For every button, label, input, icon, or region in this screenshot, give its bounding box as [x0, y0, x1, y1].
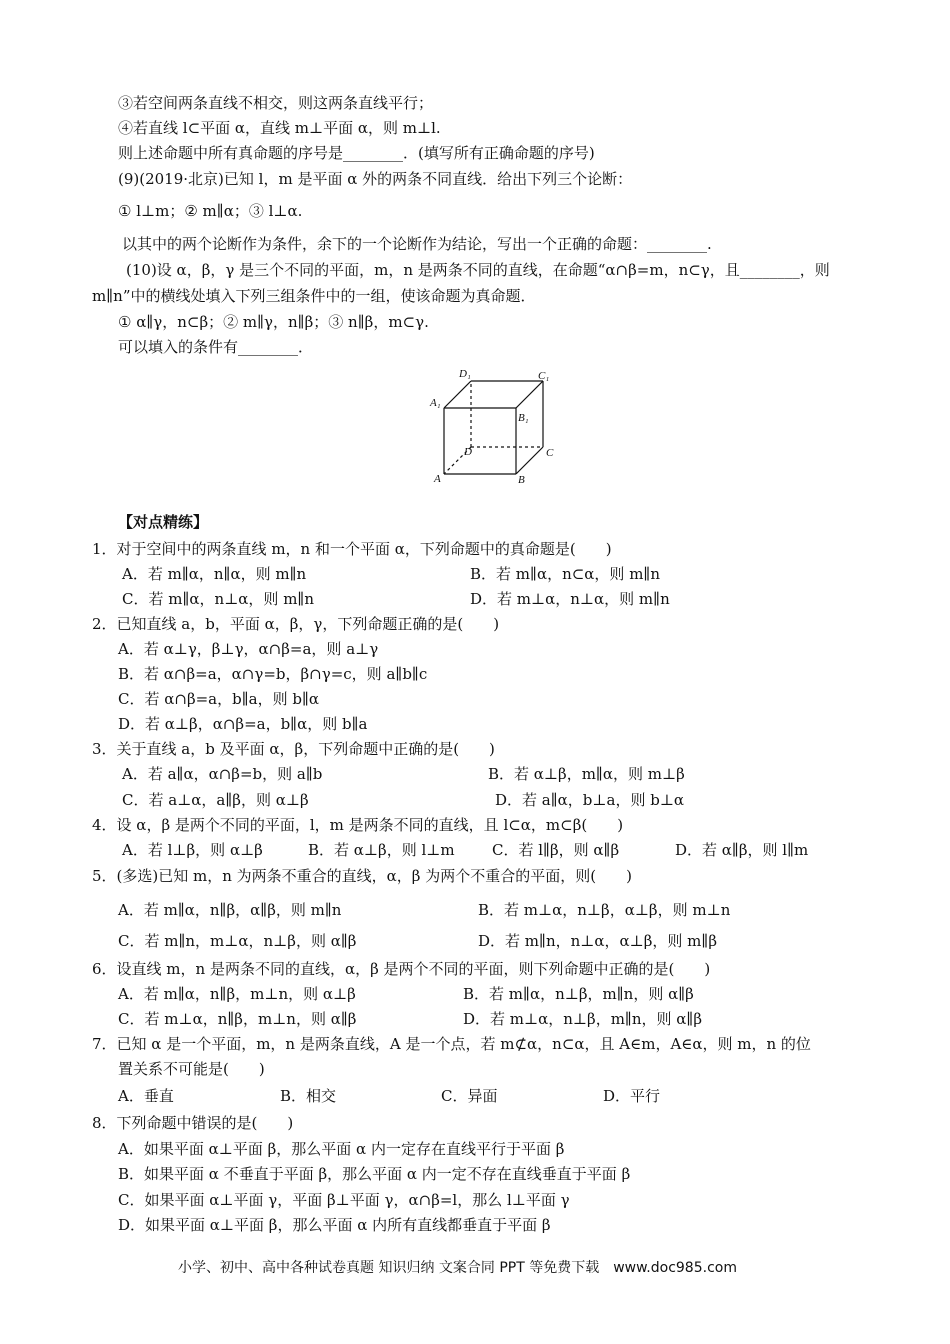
label-d1: D₁ — [459, 368, 471, 380]
q6-option-b: B．若 m∥α，n⊥β，m∥n，则 α∥β — [463, 985, 694, 1003]
q7-stem-line2: 置关系不可能是( ) — [118, 1060, 265, 1078]
question-10-stem-line1: (10)设 α，β，γ 是三个不同的平面，m，n 是两条不同的直线，在命题“α∩β=m，n⊂γ，且________，则 — [126, 261, 830, 279]
q8-option-b: B．如果平面 α 不垂直于平面 β，那么平面 α 内一定不存在直线垂直于平面 β — [118, 1165, 631, 1183]
q1-option-d: D．若 m⊥α，n⊥α，则 m∥n — [470, 590, 670, 608]
q1-stem: 1．对于空间中的两条直线 m，n 和一个平面 α，下列命题中的真命题是( ) — [92, 540, 612, 558]
q2-option-c: C．若 α∩β=a，b∥a，则 b∥α — [118, 690, 320, 708]
q1-option-c: C．若 m∥α，n⊥α，则 m∥n — [122, 590, 315, 608]
q2-option-b: B．若 α∩β=a，α∩γ=b，β∩γ=c，则 a∥b∥c — [118, 665, 428, 683]
q6-option-a: A．若 m∥α，n∥β，m⊥n，则 α⊥β — [118, 985, 356, 1003]
q1-option-a: A．若 m∥α，n∥α，则 m∥n — [122, 565, 307, 583]
question-9-items: ① l⊥m；② m∥α；③ l⊥α. — [118, 202, 303, 220]
q7-stem-line1: 7．已知 α 是一个平面，m，n 是两条直线，A 是一个点，若 m⊄α，n⊂α，且 A∈m，A∈α，则 m，n 的位 — [92, 1035, 811, 1053]
q2-option-d: D．若 α⊥β，α∩β=a，b∥α，则 b∥a — [118, 715, 368, 733]
label-c: C — [546, 447, 554, 459]
footer-banner: 小学、初中、高中各种试卷真题 知识归纳 文案合同 PPT 等免费下载 www.doc985.com — [178, 1260, 737, 1276]
q4-option-a: A．若 l⊥β，则 α⊥β — [122, 841, 263, 859]
q4-option-d: D．若 α∥β，则 l∥m — [675, 841, 809, 859]
cube-figure — [425, 364, 565, 490]
question-10-stem-line2: m∥n”中的横线处填入下列三组条件中的一组，使该命题为真命题． — [92, 287, 536, 305]
proposition-4: ④若直线 l⊂平面 α，直线 m⊥平面 α，则 m⊥l. — [118, 119, 441, 137]
label-d: D — [464, 446, 472, 458]
q2-option-a: A．若 α⊥γ，β⊥γ，α∩β=a，则 a⊥γ — [118, 640, 379, 658]
q5-option-d: D．若 m∥n，n⊥α，α⊥β，则 m∥β — [478, 932, 718, 950]
q3-option-c: C．若 a⊥α，a∥β，则 α⊥β — [122, 791, 309, 809]
label-b1: B₁ — [518, 412, 529, 424]
edge-b1-c1 — [516, 381, 543, 408]
q2-stem: 2．已知直线 a，b，平面 α，β，γ，下列命题正确的是( ) — [92, 615, 500, 633]
question-10-ask: 可以填入的条件有________． — [118, 338, 314, 356]
q4-option-b: B．若 α⊥β，则 l⊥m — [308, 841, 455, 859]
q5-option-b: B．若 m⊥α，n⊥β，α⊥β，则 m⊥n — [478, 901, 731, 919]
q3-stem: 3．关于直线 a，b 及平面 α，β，下列命题中正确的是( ) — [92, 740, 495, 758]
q7-option-b: B．相交 — [280, 1087, 337, 1105]
q3-option-b: B．若 α⊥β，m∥α，则 m⊥β — [488, 765, 685, 783]
question-9-stem: (9)(2019·北京)已知 l，m 是平面 α 外的两条不同直线．给出下列三个论断： — [118, 170, 633, 188]
question-8-ask: 则上述命题中所有真命题的序号是________．(填写所有正确命题的序号) — [118, 144, 595, 162]
q6-option-c: C．若 m⊥α，n∥β，m⊥n，则 α∥β — [118, 1010, 357, 1028]
q6-stem: 6．设直线 m，n 是两条不同的直线，α，β 是两个不同的平面，则下列命题中正确的是( ) — [92, 960, 711, 978]
q4-stem: 4．设 α，β 是两个不同的平面，l，m 是两条不同的直线，且 l⊂α，m⊂β( ) — [92, 816, 624, 834]
q5-option-c: C．若 m∥n，m⊥α，n⊥β，则 α∥β — [118, 932, 357, 950]
edge-b-c — [516, 447, 543, 474]
label-c1: C₁ — [538, 370, 550, 382]
q7-option-a: A．垂直 — [118, 1087, 174, 1105]
q8-option-d: D．如果平面 α⊥平面 β，那么平面 α 内所有直线都垂直于平面 β — [118, 1216, 551, 1234]
q5-stem: 5．(多选)已知 m，n 为两条不重合的直线，α，β 为两个不重合的平面，则( ) — [92, 867, 632, 885]
label-b: B — [518, 474, 525, 486]
q8-stem: 8．下列命题中错误的是( ) — [92, 1114, 294, 1132]
q6-option-d: D．若 m⊥α，n⊥β，m∥n，则 α∥β — [463, 1010, 703, 1028]
q7-option-c: C．异面 — [441, 1087, 498, 1105]
proposition-3: ③若空间两条直线不相交，则这两条直线平行； — [118, 94, 434, 112]
q5-option-a: A．若 m∥α，n∥β，α∥β，则 m∥n — [118, 901, 342, 919]
question-10-items: ① α∥γ，n⊂β；② m∥γ，n∥β；③ n∥β，m⊂γ. — [118, 313, 429, 331]
q7-option-d: D．平行 — [603, 1087, 661, 1105]
q8-option-a: A．如果平面 α⊥平面 β，那么平面 α 内一定存在直线平行于平面 β — [118, 1140, 565, 1158]
q3-option-a: A．若 a∥α，α∩β=b，则 a∥b — [122, 765, 323, 783]
label-a1: A₁ — [430, 397, 441, 409]
q1-option-b: B．若 m∥α，n⊂α，则 m∥n — [470, 565, 661, 583]
q8-option-c: C．如果平面 α⊥平面 γ，平面 β⊥平面 γ，α∩β=l，那么 l⊥平面 γ — [118, 1191, 570, 1209]
section-title: 【对点精练】 — [118, 513, 209, 531]
edge-a1-d1 — [444, 381, 471, 408]
q3-option-d: D．若 a∥α，b⊥a，则 b⊥α — [495, 791, 685, 809]
label-a: A — [434, 473, 441, 485]
q4-option-c: C．若 l∥β，则 α∥β — [492, 841, 620, 859]
question-9-ask: 以其中的两个论断作为条件，余下的一个论断作为结论，写出一个正确的命题：________. — [122, 235, 712, 253]
